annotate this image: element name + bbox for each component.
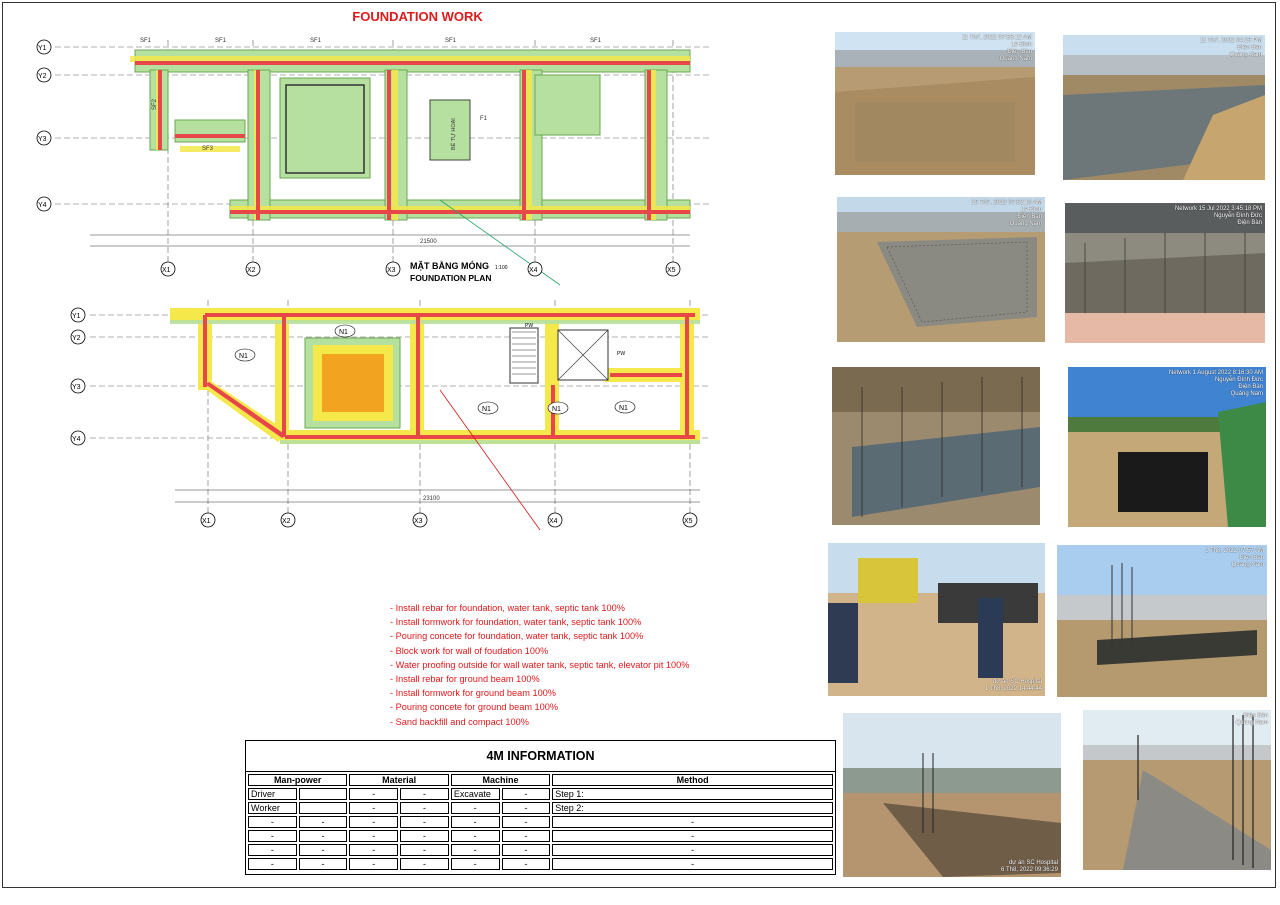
table-cell: - xyxy=(502,816,551,828)
table-cell: - xyxy=(451,802,500,814)
plan2-label-n1-a: N1 xyxy=(339,329,348,336)
svg-text:SF1: SF1 xyxy=(310,38,322,44)
photo-timestamp: dự án SC Hospital 1 Th8, 2022 14:44:44 xyxy=(985,679,1042,692)
plan2-label-n1-e: N1 xyxy=(552,406,561,413)
table-cell: - xyxy=(248,858,297,870)
table-cell: - xyxy=(502,830,551,842)
table-cell: - xyxy=(502,844,551,856)
photo-timestamp: 11 Th7, 2022 07:55:12 AM Lê Đình Điện Bàn Quảng Nam xyxy=(961,35,1032,62)
plan1-col-x3: X3 xyxy=(387,267,396,274)
photo-timestamp: dự án SC Hospital 6 Th8, 2022 09:36:29 xyxy=(1001,860,1058,873)
table-cell: - xyxy=(299,858,348,870)
table-cell: - xyxy=(299,830,348,842)
table-cell xyxy=(299,788,348,800)
site-photo-1 xyxy=(835,32,1035,175)
table-cell: - xyxy=(349,816,398,828)
plan1-col-x4: X4 xyxy=(529,267,538,274)
plan1-col-x1: X1 xyxy=(162,267,171,274)
plan2-overall-dim: 23100 xyxy=(423,496,440,502)
header-manpower: Man-power xyxy=(248,774,347,786)
svg-text:SF2: SF2 xyxy=(152,98,158,110)
4m-info-title: 4M INFORMATION xyxy=(246,741,835,772)
note-item: - Water proofing outside for wall water tank, septic tank, elevator pit 100% xyxy=(390,659,690,670)
svg-text:SF1: SF1 xyxy=(590,38,602,44)
note-item: - Pouring concete for foundation, water tank, septic tank 100% xyxy=(390,631,644,642)
table-row xyxy=(248,844,833,856)
svg-text:SF3: SF3 xyxy=(202,146,214,152)
table-row xyxy=(248,858,833,870)
plan2-row-y2: Y2 xyxy=(72,335,81,342)
table-row xyxy=(248,802,833,814)
plan2-label-pw-a: PW xyxy=(525,323,534,329)
header-machine: Machine xyxy=(451,774,550,786)
site-photo-6 xyxy=(1068,367,1266,527)
table-cell: - xyxy=(451,858,500,870)
table-cell: Step 2: xyxy=(552,802,833,814)
plan2-label-n1-b: N1 xyxy=(239,353,248,360)
table-cell: - xyxy=(248,816,297,828)
table-header-row xyxy=(248,774,833,786)
table-cell: - xyxy=(349,788,398,800)
site-photo-4 xyxy=(1065,203,1265,343)
table-cell: - xyxy=(552,858,833,870)
note-item: - Block work for wall of foudation 100% xyxy=(390,645,549,656)
plan2-label-n1-c: N1 xyxy=(482,406,491,413)
table-cell: - xyxy=(349,858,398,870)
plan2-col-x3: X3 xyxy=(414,518,423,525)
note-item: - Install rebar for foundation, water tank, septic tank 100% xyxy=(390,603,625,613)
table-row xyxy=(248,816,833,828)
plan1-row-y4: Y4 xyxy=(38,202,47,209)
table-cell: - xyxy=(349,844,398,856)
table-cell xyxy=(299,802,348,814)
plan2-col-x5: X5 xyxy=(684,518,693,525)
table-cell: - xyxy=(552,816,833,828)
svg-text:SF1: SF1 xyxy=(215,38,227,44)
svg-text:BỂ TỰ HOẠI: BỂ TỰ HOẠI xyxy=(451,118,457,150)
plan1-row-y3: Y3 xyxy=(38,136,47,143)
site-photo-9 xyxy=(843,713,1061,877)
plan1-overall-dim: 21500 xyxy=(420,239,437,245)
photo-timestamp: 11 Th7, 2022 04:25 PM Điện Bàn Quảng Nam xyxy=(1199,38,1262,58)
4m-info-panel xyxy=(245,740,836,875)
plan2-col-x4: X4 xyxy=(549,518,558,525)
table-cell: Worker xyxy=(248,802,297,814)
note-item: - Install formwork for foundation, water tank, septic tank 100% xyxy=(390,617,642,628)
plan1-scale: 1:100 xyxy=(495,265,508,271)
table-cell: - xyxy=(400,816,449,828)
svg-text:F1: F1 xyxy=(480,116,488,122)
table-cell: - xyxy=(451,816,500,828)
table-cell: Driver xyxy=(248,788,297,800)
table-cell: - xyxy=(248,844,297,856)
table-cell: - xyxy=(299,816,348,828)
table-cell: - xyxy=(552,830,833,842)
header-method: Method xyxy=(552,774,833,786)
plan1-col-x2: X2 xyxy=(247,267,256,274)
page-title: FOUNDATION WORK xyxy=(352,9,483,24)
plan2-row-y1: Y1 xyxy=(72,313,81,320)
header-material: Material xyxy=(349,774,448,786)
table-cell: - xyxy=(349,802,398,814)
photo-timestamp: Network 15 Jul 2022 3:45:18 PM Nguyễn Đình Đức Điện Bàn xyxy=(1174,206,1262,226)
plan1-row-y1: Y1 xyxy=(38,45,47,52)
site-photo-10 xyxy=(1083,710,1271,870)
site-photo-5 xyxy=(832,367,1040,525)
foundation-plan-drawing xyxy=(30,30,720,290)
plan2-col-x2: X2 xyxy=(282,518,291,525)
table-cell: - xyxy=(299,844,348,856)
table-row xyxy=(248,788,833,800)
note-item: - Pouring concete for ground beam 100% xyxy=(390,702,559,713)
site-photo-3 xyxy=(837,197,1045,342)
site-photo-2 xyxy=(1063,35,1265,180)
table-cell: - xyxy=(502,858,551,870)
table-cell: - xyxy=(451,830,500,842)
table-cell: - xyxy=(400,830,449,842)
photo-timestamp: 15 Th7, 2022 07:52:10 AM Lê Đình Điện Bàn Quảng Nam xyxy=(971,200,1042,227)
plan2-label-pw-b: PW xyxy=(617,351,626,357)
table-cell: - xyxy=(248,830,297,842)
plan1-title-vn: MẶT BẰNG MÓNG xyxy=(410,261,489,271)
plan1-col-x5: X5 xyxy=(667,267,676,274)
ground-beam-plan-drawing xyxy=(60,290,720,535)
progress-notes-list xyxy=(390,601,689,729)
table-cell: - xyxy=(552,844,833,856)
plan2-row-y3: Y3 xyxy=(72,384,81,391)
table-cell: Excavate xyxy=(451,788,500,800)
site-photo-7 xyxy=(828,543,1045,696)
site-photo-8 xyxy=(1057,545,1267,697)
plan2-row-y4: Y4 xyxy=(72,436,81,443)
table-cell: - xyxy=(502,802,551,814)
note-item: - Install formwork for ground beam 100% xyxy=(390,688,556,699)
plan1-title-en: FOUNDATION PLAN xyxy=(410,273,492,283)
table-cell: - xyxy=(400,844,449,856)
4m-info-table xyxy=(246,772,835,872)
svg-text:SF1: SF1 xyxy=(445,38,457,44)
photo-timestamp: Network 1 August 2022 8:16:30 AM Nguyễn Đình Đức Điện Bàn Quảng Nam xyxy=(1168,370,1263,397)
svg-text:SF1: SF1 xyxy=(140,38,152,44)
table-cell: - xyxy=(400,858,449,870)
table-row xyxy=(248,830,833,842)
plan1-row-y2: Y2 xyxy=(38,73,47,80)
table-cell: - xyxy=(349,830,398,842)
plan2-label-n1-d: N1 xyxy=(619,405,628,412)
photo-timestamp: Điện Bàn Quảng Nam xyxy=(1235,713,1268,726)
plan2-col-x1: X1 xyxy=(202,518,211,525)
table-cell: Step 1: xyxy=(552,788,833,800)
table-cell: - xyxy=(451,844,500,856)
table-cell: - xyxy=(400,788,449,800)
photo-timestamp: 1 Th8, 2022 07:57 AM Điện Bàn Quảng Nam xyxy=(1205,548,1264,568)
note-item: - Install rebar for ground beam 100% xyxy=(390,674,540,685)
note-item: - Sand backfill and compact 100% xyxy=(390,716,529,727)
table-cell: - xyxy=(502,788,551,800)
table-cell: - xyxy=(400,802,449,814)
